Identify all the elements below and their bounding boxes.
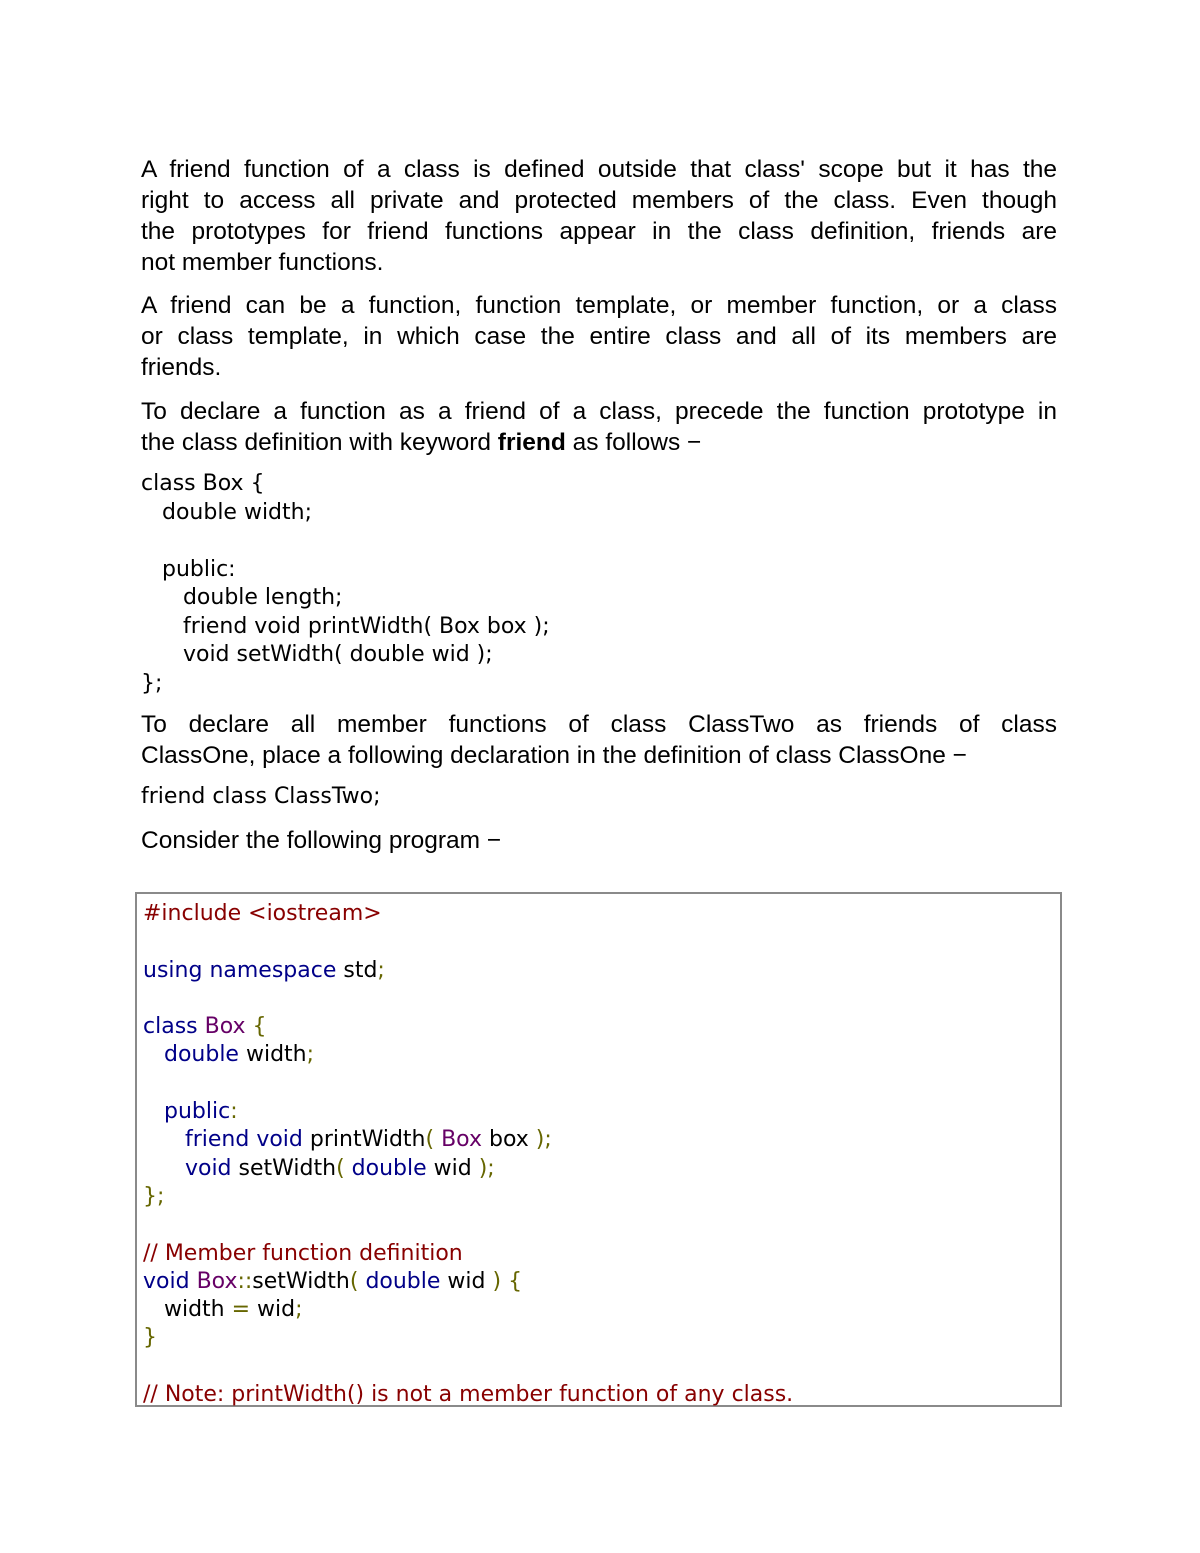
code-line: public: <box>141 556 236 582</box>
code-token: width <box>238 1042 307 1068</box>
code-token: std <box>336 957 378 983</box>
code-line: void setWidth( double wid ); <box>141 642 493 667</box>
code-token: #include <box>143 901 249 926</box>
paragraph-line: ClassOne, place a following declaration in the definition of class ClassOne − <box>141 742 967 769</box>
paragraph-line: the prototypes for friend functions appear in the class definition, friends are <box>141 218 1057 245</box>
code-token: setWidth <box>252 1268 350 1294</box>
code-token: void <box>143 1268 190 1294</box>
paragraph-line: To declare all member functions of class ClassTwo as friends of class <box>141 711 1057 738</box>
code-token: printWidth <box>302 1127 426 1153</box>
paragraph-line: To declare a function as a friend of a class, precede the function prototype in <box>141 398 1057 425</box>
paragraph-line: A friend can be a function, function template, or member function, or a class <box>141 292 1057 319</box>
code-token: friend <box>184 1127 250 1153</box>
paragraph-line: friends. <box>141 354 222 381</box>
code-token: class <box>143 1014 198 1040</box>
code-token: Box <box>204 1014 246 1040</box>
code-token: setWidth <box>231 1155 337 1181</box>
text-run: as follows − <box>565 429 702 456</box>
paragraph-line <box>141 427 1057 458</box>
code-line: class Box { <box>141 471 265 496</box>
paragraph-line: A friend function of a class is defined outside that class' scope but it has the <box>141 156 1057 183</box>
code-token: double <box>163 1042 239 1068</box>
code-snippet-class-box <box>141 470 550 698</box>
code-token: void <box>256 1127 303 1153</box>
code-token: box <box>482 1127 536 1153</box>
code-token: Box <box>196 1268 238 1294</box>
keyword-friend-bold: friend <box>497 429 566 456</box>
code-token: namespace <box>209 957 337 983</box>
code-token: <iostream> <box>248 901 382 926</box>
paragraph-line: not member functions. <box>141 249 384 276</box>
paragraph-line: right to access all private and protected members of the class. Even though <box>141 187 1057 214</box>
code-line: double length; <box>141 585 343 610</box>
code-line: friend class ClassTwo; <box>141 784 381 809</box>
code-comment: // Member function definition <box>143 1240 463 1266</box>
code-token: wid <box>250 1297 296 1323</box>
code-snippet-friend-class <box>141 783 381 812</box>
code-line: friend void printWidth( Box box ); <box>141 613 550 639</box>
code-comment: // Note: printWidth() is not a member function of any class. <box>143 1382 794 1408</box>
paragraph-friend-function-definition <box>141 154 1057 278</box>
code-line: double width; <box>141 499 313 525</box>
text-run: the class definition with keyword <box>141 429 498 456</box>
code-token: wid <box>440 1268 493 1294</box>
code-token: using <box>143 957 203 983</box>
code-token: public <box>163 1099 231 1125</box>
code-token: double <box>365 1268 441 1294</box>
program-code: #include <iostream> using namespace std; class Box { double width; public: friend void printWidth( Box box ); void setWidth( double wid ); }; // Member function definition void Box::setWidth( double wid ) { width = wid; } // Note: printWidth() is not a member function of any class. <box>143 901 794 1408</box>
code-line: }; <box>141 670 163 696</box>
code-token: double <box>351 1155 427 1181</box>
paragraph-line: Consider the following program − <box>141 827 502 854</box>
program-code-box <box>135 892 1062 1407</box>
code-token: width <box>143 1297 232 1323</box>
paragraph-friend-kinds <box>141 290 1057 383</box>
paragraph-consider-program <box>141 825 1057 856</box>
code-token: Box <box>441 1127 482 1153</box>
paragraph-declare-friend-class <box>141 709 1057 771</box>
code-token: wid <box>426 1155 479 1181</box>
paragraph-line: or class template, in which case the entire class and all of its members are <box>141 323 1057 350</box>
paragraph-declare-friend <box>141 396 1057 458</box>
code-token: void <box>184 1155 232 1181</box>
